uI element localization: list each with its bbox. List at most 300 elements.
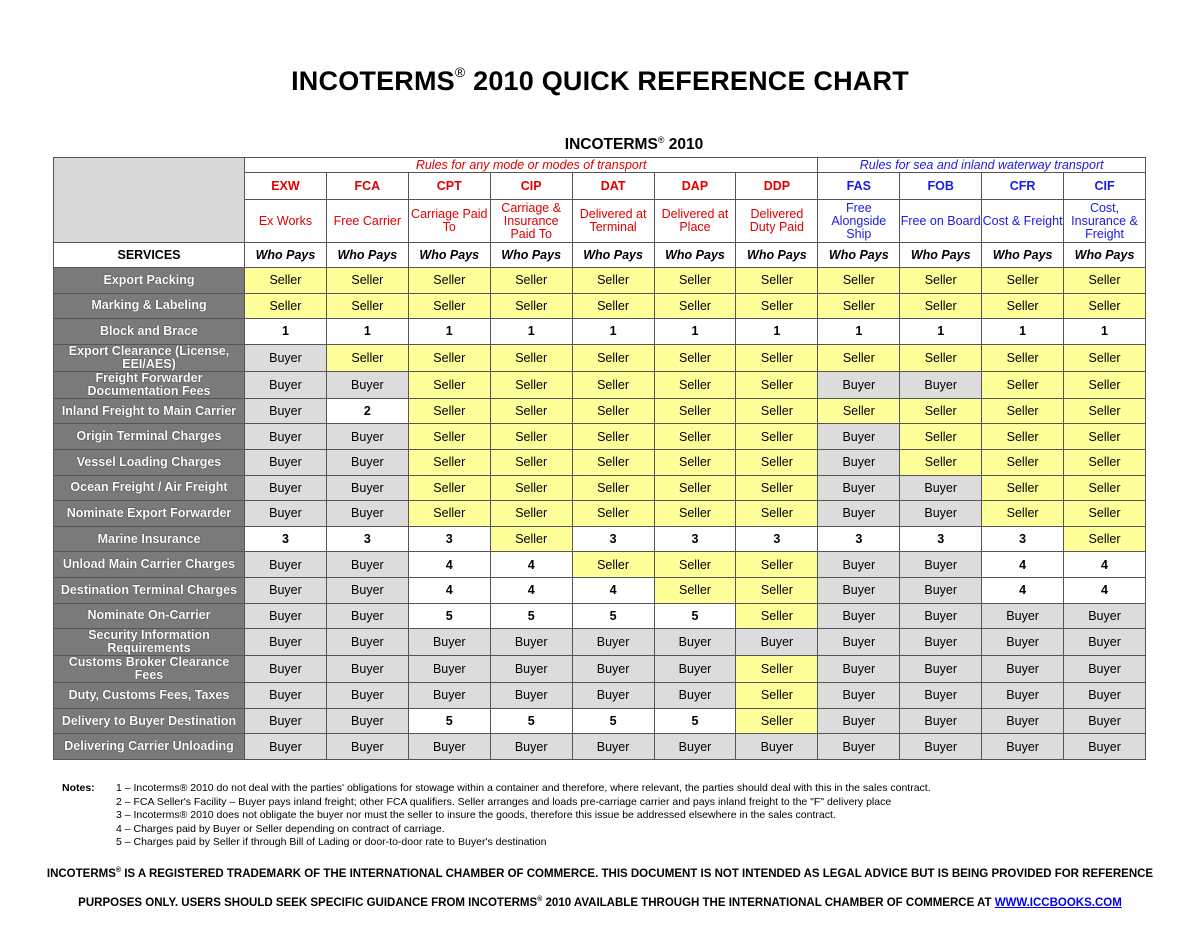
responsibility-cell: Seller bbox=[408, 293, 490, 319]
table-row bbox=[54, 475, 1146, 501]
responsibility-cell: Buyer bbox=[326, 656, 408, 683]
responsibility-cell: Seller bbox=[572, 475, 654, 501]
responsibility-cell: 3 bbox=[572, 526, 654, 552]
responsibility-cell: 5 bbox=[654, 708, 736, 734]
responsibility-cell: Buyer bbox=[1064, 708, 1146, 734]
responsibility-cell: Buyer bbox=[245, 603, 327, 629]
responsibility-cell: Seller bbox=[1064, 475, 1146, 501]
responsibility-cell: Seller bbox=[900, 344, 982, 371]
responsibility-cell: Buyer bbox=[818, 683, 900, 709]
responsibility-cell: Seller bbox=[572, 501, 654, 527]
responsibility-cell: Buyer bbox=[818, 656, 900, 683]
term-name-dap: Delivered at Place bbox=[654, 200, 736, 243]
service-label: Ocean Freight / Air Freight bbox=[54, 475, 245, 501]
responsibility-cell: Seller bbox=[1064, 526, 1146, 552]
responsibility-cell: Buyer bbox=[818, 577, 900, 603]
services-header: SERVICES bbox=[54, 243, 245, 268]
responsibility-cell: Seller bbox=[408, 424, 490, 450]
responsibility-cell: Seller bbox=[572, 398, 654, 424]
term-code-fob: FOB bbox=[900, 173, 982, 200]
term-code-fca: FCA bbox=[326, 173, 408, 200]
responsibility-cell: Buyer bbox=[490, 656, 572, 683]
responsibility-cell: Seller bbox=[736, 501, 818, 527]
responsibility-cell: Buyer bbox=[900, 734, 982, 760]
responsibility-cell: Seller bbox=[982, 344, 1064, 371]
responsibility-cell: Buyer bbox=[326, 683, 408, 709]
responsibility-cell: Buyer bbox=[654, 734, 736, 760]
who-pays-header: Who Pays bbox=[572, 243, 654, 268]
responsibility-cell: Buyer bbox=[245, 344, 327, 371]
responsibility-cell: Buyer bbox=[900, 552, 982, 578]
responsibility-cell: Buyer bbox=[900, 603, 982, 629]
responsibility-cell: Buyer bbox=[245, 424, 327, 450]
term-code-cfr: CFR bbox=[982, 173, 1064, 200]
term-code-ddp: DDP bbox=[736, 173, 818, 200]
note-item: 5 – Charges paid by Seller if through Bill of Lading or door-to-door rate to Buyer's destination bbox=[116, 836, 547, 849]
responsibility-cell: Buyer bbox=[245, 708, 327, 734]
responsibility-cell: Buyer bbox=[818, 708, 900, 734]
responsibility-cell: Buyer bbox=[245, 398, 327, 424]
responsibility-cell: 4 bbox=[408, 552, 490, 578]
term-name-dat: Delivered at Terminal bbox=[572, 200, 654, 243]
responsibility-cell: Seller bbox=[572, 424, 654, 450]
responsibility-cell: Seller bbox=[490, 424, 572, 450]
responsibility-cell: Buyer bbox=[818, 475, 900, 501]
responsibility-cell: Seller bbox=[572, 552, 654, 578]
responsibility-cell: Seller bbox=[736, 552, 818, 578]
responsibility-cell: Seller bbox=[490, 475, 572, 501]
iccbooks-link[interactable]: WWW.ICCBOOKS.COM bbox=[994, 896, 1122, 909]
term-code-cif: CIF bbox=[1064, 173, 1146, 200]
page-title: INCOTERMS® 2010 QUICK REFERENCE CHART bbox=[291, 64, 909, 96]
rules-sea-header: Rules for sea and inland waterway transport bbox=[818, 158, 1146, 173]
responsibility-cell: Buyer bbox=[408, 734, 490, 760]
responsibility-cell: 3 bbox=[982, 526, 1064, 552]
responsibility-cell: Buyer bbox=[818, 424, 900, 450]
responsibility-cell: Seller bbox=[490, 526, 572, 552]
responsibility-cell: Buyer bbox=[572, 683, 654, 709]
table-row bbox=[54, 319, 1146, 345]
service-label: Security Information Requirements bbox=[54, 629, 245, 656]
responsibility-cell: Buyer bbox=[245, 475, 327, 501]
responsibility-cell: Seller bbox=[736, 371, 818, 398]
responsibility-cell: Seller bbox=[736, 708, 818, 734]
responsibility-cell: Buyer bbox=[818, 734, 900, 760]
responsibility-cell: Buyer bbox=[900, 475, 982, 501]
responsibility-cell: Seller bbox=[654, 344, 736, 371]
who-pays-row bbox=[54, 243, 1146, 268]
who-pays-header: Who Pays bbox=[818, 243, 900, 268]
responsibility-cell: Seller bbox=[900, 398, 982, 424]
responsibility-cell: Seller bbox=[408, 475, 490, 501]
responsibility-cell: Buyer bbox=[900, 577, 982, 603]
disclaimer-line-2: PURPOSES ONLY. USERS SHOULD SEEK SPECIFIC GUIDANCE FROM INCOTERMS® 2010 AVAILABLE THROUGH THE INTERNATIONAL CHAMBER OF COMMERCE AT WWW.ICCBOOKS.COM bbox=[78, 895, 1122, 909]
trademark-disclaimer bbox=[30, 858, 1170, 916]
rule-header-row bbox=[54, 158, 1146, 173]
notes-label: Notes: bbox=[62, 782, 95, 794]
responsibility-cell: Buyer bbox=[818, 629, 900, 656]
service-label: Delivery to Buyer Destination bbox=[54, 708, 245, 734]
responsibility-cell: Buyer bbox=[326, 734, 408, 760]
responsibility-cell: Seller bbox=[736, 268, 818, 294]
responsibility-cell: Seller bbox=[654, 449, 736, 475]
responsibility-cell: Seller bbox=[490, 293, 572, 319]
responsibility-cell: Buyer bbox=[982, 734, 1064, 760]
responsibility-cell: Seller bbox=[736, 475, 818, 501]
responsibility-cell: Buyer bbox=[818, 449, 900, 475]
table-corner bbox=[54, 158, 245, 243]
responsibility-cell: 5 bbox=[408, 603, 490, 629]
responsibility-cell: 1 bbox=[326, 319, 408, 345]
responsibility-cell: Buyer bbox=[245, 577, 327, 603]
responsibility-cell: Buyer bbox=[572, 629, 654, 656]
responsibility-cell: Seller bbox=[982, 371, 1064, 398]
responsibility-cell: Buyer bbox=[982, 603, 1064, 629]
responsibility-cell: 3 bbox=[245, 526, 327, 552]
responsibility-cell: 1 bbox=[818, 319, 900, 345]
term-name-cip: Carriage & Insurance Paid To bbox=[490, 200, 572, 243]
responsibility-cell: Seller bbox=[736, 603, 818, 629]
responsibility-cell: Buyer bbox=[1064, 629, 1146, 656]
responsibility-cell: Buyer bbox=[490, 734, 572, 760]
responsibility-cell: 4 bbox=[1064, 552, 1146, 578]
who-pays-header: Who Pays bbox=[408, 243, 490, 268]
responsibility-cell: 5 bbox=[490, 708, 572, 734]
responsibility-cell: Buyer bbox=[982, 629, 1064, 656]
responsibility-cell: 1 bbox=[408, 319, 490, 345]
responsibility-cell: Seller bbox=[572, 344, 654, 371]
responsibility-cell: Buyer bbox=[654, 629, 736, 656]
responsibility-cell: Buyer bbox=[245, 629, 327, 656]
responsibility-cell: 1 bbox=[490, 319, 572, 345]
responsibility-cell: 3 bbox=[326, 526, 408, 552]
responsibility-cell: Seller bbox=[1064, 268, 1146, 294]
term-name-cpt: Carriage Paid To bbox=[408, 200, 490, 243]
responsibility-cell: Seller bbox=[654, 577, 736, 603]
responsibility-cell: Buyer bbox=[245, 501, 327, 527]
service-label: Export Packing bbox=[54, 268, 245, 294]
responsibility-cell: Buyer bbox=[900, 656, 982, 683]
table-row bbox=[54, 577, 1146, 603]
incoterms-table bbox=[53, 157, 1146, 760]
term-code-fas: FAS bbox=[818, 173, 900, 200]
term-name-cfr: Cost & Freight bbox=[982, 200, 1064, 243]
responsibility-cell: Buyer bbox=[1064, 683, 1146, 709]
responsibility-cell: 1 bbox=[572, 319, 654, 345]
table-row bbox=[54, 656, 1146, 683]
responsibility-cell: Seller bbox=[408, 501, 490, 527]
responsibility-cell: Buyer bbox=[900, 629, 982, 656]
service-label: Export Clearance (License, EEI/AES) bbox=[54, 344, 245, 371]
responsibility-cell: Buyer bbox=[900, 708, 982, 734]
note-item: 2 – FCA Seller's Facility – Buyer pays inland freight; other FCA qualifiers. Seller arranges and loads pre-carriage carrier and pays inland freight to the "F" delivery place bbox=[116, 795, 892, 808]
responsibility-cell: Buyer bbox=[245, 683, 327, 709]
who-pays-header: Who Pays bbox=[654, 243, 736, 268]
responsibility-cell: Seller bbox=[818, 344, 900, 371]
responsibility-cell: Buyer bbox=[326, 552, 408, 578]
responsibility-cell: 1 bbox=[982, 319, 1064, 345]
responsibility-cell: Buyer bbox=[245, 552, 327, 578]
responsibility-cell: Seller bbox=[326, 344, 408, 371]
service-label: Freight Forwarder Documentation Fees bbox=[54, 371, 245, 398]
responsibility-cell: Seller bbox=[900, 424, 982, 450]
table-row bbox=[54, 268, 1146, 294]
responsibility-cell: Buyer bbox=[326, 577, 408, 603]
table-row bbox=[54, 552, 1146, 578]
responsibility-cell: Buyer bbox=[900, 501, 982, 527]
responsibility-cell: Seller bbox=[654, 424, 736, 450]
table-row bbox=[54, 708, 1146, 734]
responsibility-cell: Seller bbox=[1064, 501, 1146, 527]
responsibility-cell: Buyer bbox=[408, 656, 490, 683]
responsibility-cell: 2 bbox=[326, 398, 408, 424]
notes-list bbox=[116, 782, 931, 850]
responsibility-cell: 5 bbox=[572, 603, 654, 629]
responsibility-cell: Seller bbox=[245, 268, 327, 294]
responsibility-cell: Buyer bbox=[736, 734, 818, 760]
responsibility-cell: Buyer bbox=[245, 734, 327, 760]
term-name-fca: Free Carrier bbox=[326, 200, 408, 243]
responsibility-cell: Seller bbox=[245, 293, 327, 319]
responsibility-cell: Seller bbox=[654, 475, 736, 501]
responsibility-cell: 3 bbox=[408, 526, 490, 552]
responsibility-cell: Seller bbox=[982, 293, 1064, 319]
responsibility-cell: Buyer bbox=[326, 449, 408, 475]
responsibility-cell: Seller bbox=[900, 268, 982, 294]
responsibility-cell: 5 bbox=[490, 603, 572, 629]
responsibility-cell: Buyer bbox=[490, 683, 572, 709]
service-label: Duty, Customs Fees, Taxes bbox=[54, 683, 245, 709]
responsibility-cell: Buyer bbox=[1064, 603, 1146, 629]
responsibility-cell: Buyer bbox=[572, 734, 654, 760]
disclaimer-line-1: INCOTERMS® IS A REGISTERED TRADEMARK OF THE INTERNATIONAL CHAMBER OF COMMERCE. THIS DOCUMENT IS NOT INTENDED AS LEGAL ADVICE BUT IS BEING PROVIDED FOR REFERENCE bbox=[46, 867, 1154, 880]
responsibility-cell: Buyer bbox=[408, 683, 490, 709]
responsibility-cell: Seller bbox=[982, 501, 1064, 527]
responsibility-cell: Buyer bbox=[1064, 656, 1146, 683]
responsibility-cell: Seller bbox=[736, 449, 818, 475]
responsibility-cell: Buyer bbox=[654, 683, 736, 709]
responsibility-cell: Buyer bbox=[818, 371, 900, 398]
responsibility-cell: Seller bbox=[490, 268, 572, 294]
responsibility-cell: Seller bbox=[900, 449, 982, 475]
responsibility-cell: Seller bbox=[900, 293, 982, 319]
responsibility-cell: Seller bbox=[982, 449, 1064, 475]
who-pays-header: Who Pays bbox=[982, 243, 1064, 268]
responsibility-cell: Seller bbox=[1064, 371, 1146, 398]
term-name-exw: Ex Works bbox=[245, 200, 327, 243]
responsibility-cell: Seller bbox=[736, 344, 818, 371]
note-item: 4 – Charges paid by Buyer or Seller depending on contract of carriage. bbox=[116, 822, 445, 835]
responsibility-cell: 3 bbox=[654, 526, 736, 552]
responsibility-cell: Seller bbox=[572, 371, 654, 398]
table-row bbox=[54, 734, 1146, 760]
responsibility-cell: Seller bbox=[654, 268, 736, 294]
term-name-fas: Free Alongside Ship bbox=[818, 200, 900, 243]
responsibility-cell: Buyer bbox=[408, 629, 490, 656]
responsibility-cell: Seller bbox=[736, 683, 818, 709]
responsibility-cell: Seller bbox=[982, 475, 1064, 501]
responsibility-cell: Seller bbox=[408, 398, 490, 424]
term-code-cpt: CPT bbox=[408, 173, 490, 200]
responsibility-cell: 4 bbox=[490, 552, 572, 578]
responsibility-cell: Seller bbox=[654, 398, 736, 424]
service-label: Nominate Export Forwarder bbox=[54, 501, 245, 527]
responsibility-cell: Buyer bbox=[982, 708, 1064, 734]
term-code-exw: EXW bbox=[245, 173, 327, 200]
responsibility-cell: Seller bbox=[408, 371, 490, 398]
responsibility-cell: 1 bbox=[736, 319, 818, 345]
responsibility-cell: Buyer bbox=[818, 603, 900, 629]
service-label: Vessel Loading Charges bbox=[54, 449, 245, 475]
responsibility-cell: Seller bbox=[736, 398, 818, 424]
service-label: Customs Broker Clearance Fees bbox=[54, 656, 245, 683]
responsibility-cell: Buyer bbox=[982, 656, 1064, 683]
responsibility-cell: Buyer bbox=[245, 449, 327, 475]
responsibility-cell: Seller bbox=[1064, 424, 1146, 450]
table-row bbox=[54, 526, 1146, 552]
responsibility-cell: 4 bbox=[572, 577, 654, 603]
term-name-cif: Cost, Insurance & Freight bbox=[1064, 200, 1146, 243]
term-name-ddp: Delivered Duty Paid bbox=[736, 200, 818, 243]
table-row bbox=[54, 371, 1146, 398]
responsibility-cell: Seller bbox=[982, 268, 1064, 294]
table-row bbox=[54, 344, 1146, 371]
responsibility-cell: Buyer bbox=[245, 371, 327, 398]
responsibility-cell: Seller bbox=[818, 293, 900, 319]
responsibility-cell: 4 bbox=[1064, 577, 1146, 603]
service-label: Block and Brace bbox=[54, 319, 245, 345]
responsibility-cell: Buyer bbox=[326, 501, 408, 527]
responsibility-cell: Seller bbox=[490, 371, 572, 398]
responsibility-cell: Buyer bbox=[326, 603, 408, 629]
responsibility-cell: Buyer bbox=[900, 371, 982, 398]
responsibility-cell: 1 bbox=[1064, 319, 1146, 345]
notes-section bbox=[62, 782, 931, 850]
service-label: Marking & Labeling bbox=[54, 293, 245, 319]
responsibility-cell: 4 bbox=[408, 577, 490, 603]
term-name-fob: Free on Board bbox=[900, 200, 982, 243]
responsibility-cell: Buyer bbox=[326, 708, 408, 734]
responsibility-cell: Buyer bbox=[572, 656, 654, 683]
table-caption: INCOTERMS® 2010 bbox=[564, 135, 704, 154]
responsibility-cell: Seller bbox=[490, 398, 572, 424]
responsibility-cell: Seller bbox=[1064, 449, 1146, 475]
responsibility-cell: 5 bbox=[654, 603, 736, 629]
responsibility-cell: Buyer bbox=[1064, 734, 1146, 760]
service-label: Nominate On-Carrier bbox=[54, 603, 245, 629]
responsibility-cell: Buyer bbox=[818, 501, 900, 527]
table-row bbox=[54, 501, 1146, 527]
table-row bbox=[54, 683, 1146, 709]
who-pays-header: Who Pays bbox=[1064, 243, 1146, 268]
responsibility-cell: Seller bbox=[572, 449, 654, 475]
responsibility-cell: Buyer bbox=[818, 552, 900, 578]
responsibility-cell: Buyer bbox=[326, 475, 408, 501]
responsibility-cell: 1 bbox=[900, 319, 982, 345]
note-item: 3 – Incoterms® 2010 does not obligate the buyer nor must the seller to insure the goods, therefore this issue be addressed elsewhere in the sales contract. bbox=[116, 809, 836, 822]
term-code-dap: DAP bbox=[654, 173, 736, 200]
responsibility-cell: Seller bbox=[736, 577, 818, 603]
service-label: Unload Main Carrier Charges bbox=[54, 552, 245, 578]
responsibility-cell: Seller bbox=[490, 501, 572, 527]
responsibility-cell: Buyer bbox=[900, 683, 982, 709]
responsibility-cell: 4 bbox=[490, 577, 572, 603]
responsibility-cell: Seller bbox=[982, 398, 1064, 424]
responsibility-cell: Buyer bbox=[736, 629, 818, 656]
who-pays-header: Who Pays bbox=[245, 243, 327, 268]
who-pays-header: Who Pays bbox=[490, 243, 572, 268]
responsibility-cell: Seller bbox=[408, 344, 490, 371]
table-row bbox=[54, 424, 1146, 450]
responsibility-cell: Buyer bbox=[982, 683, 1064, 709]
responsibility-cell: Seller bbox=[1064, 398, 1146, 424]
responsibility-cell: 1 bbox=[245, 319, 327, 345]
service-label: Marine Insurance bbox=[54, 526, 245, 552]
responsibility-cell: Seller bbox=[326, 293, 408, 319]
responsibility-cell: 3 bbox=[736, 526, 818, 552]
responsibility-cell: Seller bbox=[490, 449, 572, 475]
service-label: Destination Terminal Charges bbox=[54, 577, 245, 603]
responsibility-cell: 1 bbox=[654, 319, 736, 345]
responsibility-cell: Seller bbox=[326, 268, 408, 294]
responsibility-cell: Seller bbox=[654, 371, 736, 398]
responsibility-cell: Seller bbox=[572, 268, 654, 294]
responsibility-cell: Buyer bbox=[490, 629, 572, 656]
responsibility-cell: Seller bbox=[818, 398, 900, 424]
responsibility-cell: Seller bbox=[654, 293, 736, 319]
table-row bbox=[54, 293, 1146, 319]
responsibility-cell: 4 bbox=[982, 552, 1064, 578]
responsibility-cell: Seller bbox=[1064, 344, 1146, 371]
responsibility-cell: 3 bbox=[818, 526, 900, 552]
service-label: Origin Terminal Charges bbox=[54, 424, 245, 450]
responsibility-cell: Seller bbox=[736, 293, 818, 319]
responsibility-cell: Buyer bbox=[326, 424, 408, 450]
table-row bbox=[54, 629, 1146, 656]
who-pays-header: Who Pays bbox=[326, 243, 408, 268]
responsibility-cell: Seller bbox=[736, 656, 818, 683]
service-label: Delivering Carrier Unloading bbox=[54, 734, 245, 760]
responsibility-cell: Seller bbox=[1064, 293, 1146, 319]
responsibility-cell: Seller bbox=[736, 424, 818, 450]
rules-any-mode-header: Rules for any mode or modes of transport bbox=[245, 158, 818, 173]
responsibility-cell: Seller bbox=[982, 424, 1064, 450]
responsibility-cell: Seller bbox=[654, 552, 736, 578]
responsibility-cell: Seller bbox=[572, 293, 654, 319]
responsibility-cell: Buyer bbox=[654, 656, 736, 683]
responsibility-cell: Seller bbox=[408, 268, 490, 294]
term-code-dat: DAT bbox=[572, 173, 654, 200]
note-item: 1 – Incoterms® 2010 do not deal with the parties' obligations for stowage within a container and therefore, where relevant, the parties should deal with this in the sales contract. bbox=[116, 782, 931, 794]
responsibility-cell: 4 bbox=[982, 577, 1064, 603]
table-row bbox=[54, 449, 1146, 475]
responsibility-cell: Seller bbox=[490, 344, 572, 371]
responsibility-cell: Buyer bbox=[245, 656, 327, 683]
table-row bbox=[54, 603, 1146, 629]
service-label: Inland Freight to Main Carrier bbox=[54, 398, 245, 424]
who-pays-header: Who Pays bbox=[900, 243, 982, 268]
responsibility-cell: 5 bbox=[408, 708, 490, 734]
responsibility-cell: 5 bbox=[572, 708, 654, 734]
responsibility-cell: Buyer bbox=[326, 629, 408, 656]
responsibility-cell: Buyer bbox=[326, 371, 408, 398]
responsibility-cell: Seller bbox=[818, 268, 900, 294]
responsibility-cell: Seller bbox=[408, 449, 490, 475]
responsibility-cell: Seller bbox=[654, 501, 736, 527]
term-code-cip: CIP bbox=[490, 173, 572, 200]
table-row bbox=[54, 398, 1146, 424]
who-pays-header: Who Pays bbox=[736, 243, 818, 268]
